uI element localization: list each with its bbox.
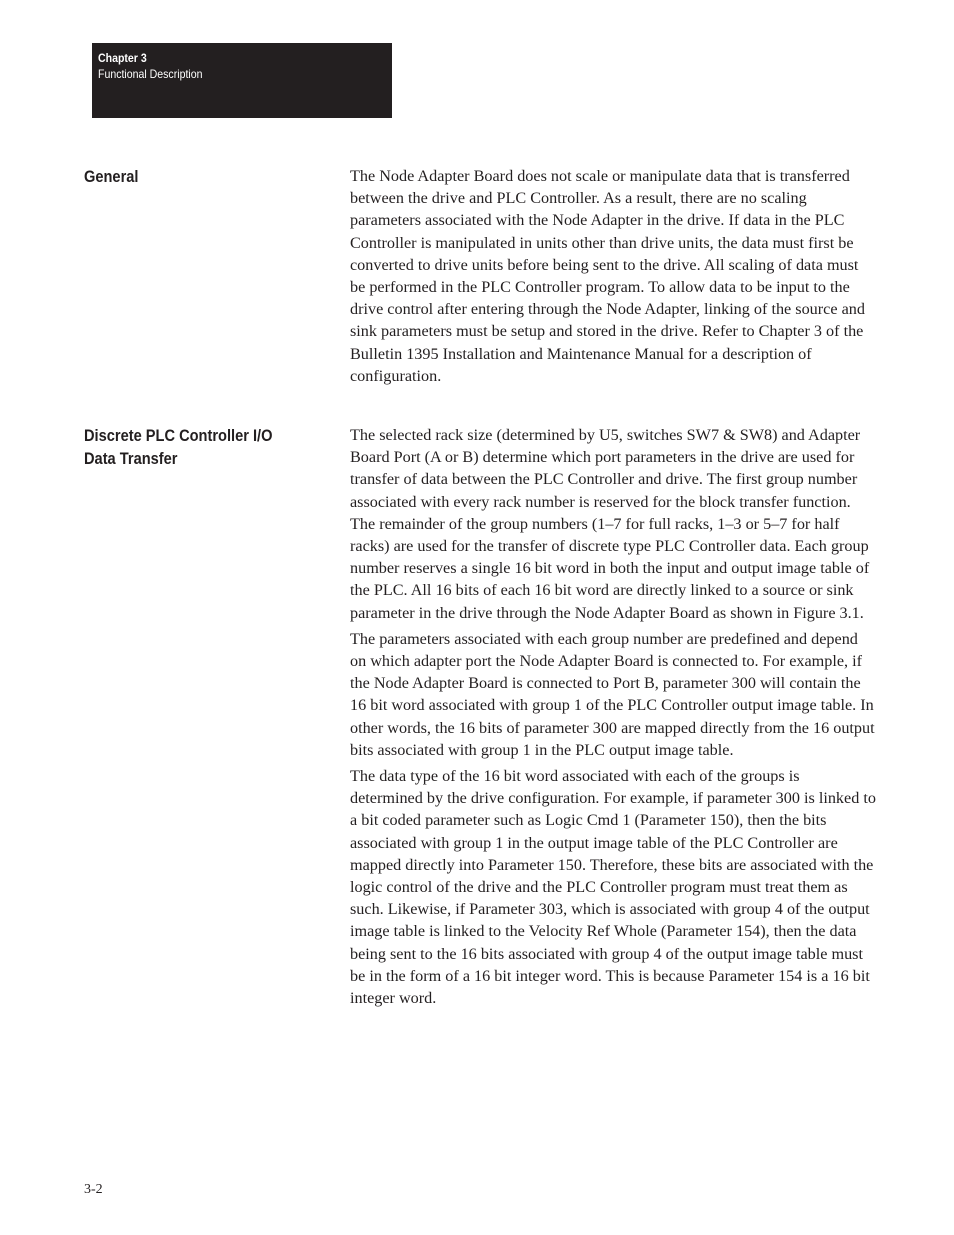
chapter-header: [92, 43, 392, 118]
section-body-general: [350, 165, 876, 391]
heading-line: Data Transfer: [84, 449, 178, 468]
paragraph: The selected rack size (determined by U5, switches SW7 & SW8) and Adapter Board Port (A or B) determine which port parameters in the drive are used for transfer of data between the PLC Controller and drive. The first group number associated with every rack number is reserved for the block transfer function. The remainder of the group numbers (1–7 for full racks, 1–3 or 5–7 for half racks) are used for the transfer of discrete type PLC Controller data. Each group number reserves a single 16 bit word in both the input and output image table of the PLC. All 16 bits of each 16 bit word are directly linked to a source or sink parameter in the drive through the Node Adapter Board as shown in Figure 3.1.: [350, 426, 870, 622]
page-number: 3-2: [84, 1182, 103, 1197]
heading-line: General: [84, 167, 139, 186]
chapter-title: Functional Description: [98, 67, 203, 81]
paragraph: The data type of the 16 bit word associated with each of the groups is determined by the drive configuration. For example, if parameter 300 is linked to a bit coded parameter such as Logic Cmd 1 (Parameter 150), then the bits associated with group 1 in the output image table of the PLC Controller are mapped directly into Parameter 150. Therefore, these bits are associated with the logic control of the drive and the PLC Controller program must treat them as such. Likewise, if Parameter 303, which is associated with group 4 of the output image table is linked to the Velocity Ref Whole (Parameter 154), then the data being sent to the 16 bits associated with group 4 of the output image table must be in the form of a 16 bit integer word. This is because Parameter 154 is a 16 bit integer word.: [350, 767, 876, 1008]
section-heading-discrete-io: [84, 424, 290, 470]
paragraph: The Node Adapter Board does not scale or manipulate data that is transferred between the drive and PLC Controller. As a result, there are no scaling parameters associated with the Node Adapter in the drive. If data in the PLC Controller is manipulated in units other than drive units, the data must first be converted to drive units before being sent to the drive. All scaling of data must be performed in the PLC Controller program. To allow data to be input to the drive control after entering through the Node Adapter, linking of the source and sink parameters must be setup and stored in the drive. Refer to Chapter 3 of the Bulletin 1395 Installation and Maintenance Manual for a description of configuration.: [350, 167, 865, 385]
section-body-discrete-io: [350, 424, 876, 1013]
chapter-number: Chapter 3: [98, 51, 147, 65]
paragraph: The parameters associated with each group number are predefined and depend on which adapter port the Node Adapter Board is connected to. For example, if the Node Adapter Board is connected to Port B, parameter 300 will contain the 16 bit word associated with group 1 of the PLC Controller output image table. In other words, the 16 bits of parameter 300 are mapped directly from the 16 output bits associated with group 1 in the PLC output image table.: [350, 629, 875, 759]
section-heading-general: [84, 165, 290, 188]
heading-line: Discrete PLC Controller I/O: [84, 426, 273, 445]
